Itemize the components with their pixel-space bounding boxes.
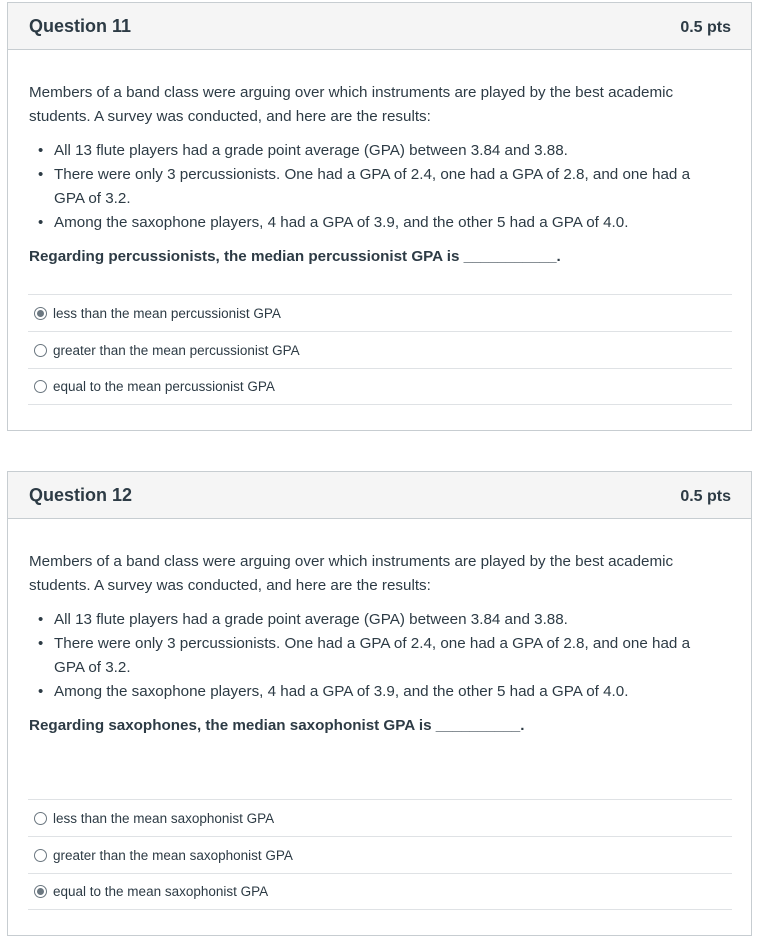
question-points: 0.5 pts [680, 19, 731, 36]
radio-button[interactable] [34, 885, 47, 898]
fact-item: • There were only 3 percussionists. One had a GPA of 2.4, one had a GPA of 2.8, and one had a GPA of 3.2. [54, 163, 731, 211]
answer-option[interactable] [28, 836, 732, 873]
fact-item: • There were only 3 percussionists. One had a GPA of 2.4, one had a GPA of 2.8, and one had a GPA of 3.2. [54, 632, 731, 680]
answer-option[interactable] [28, 368, 732, 405]
answer-option[interactable] [28, 799, 732, 836]
question-header [8, 472, 751, 519]
answer-label[interactable]: greater than the mean percussionist GPA [53, 342, 300, 358]
question-intro: Members of a band class were arguing over which instruments are played by the best academic students. A survey was conducted, and here are the results: [29, 553, 674, 594]
question-header [8, 3, 751, 50]
answer-list [28, 799, 732, 910]
answer-option[interactable] [28, 294, 732, 331]
question-stem: Regarding percussionists, the median percussionist GPA is ___________. [29, 248, 561, 265]
question-title: Question 11 [29, 15, 132, 36]
question-points: 0.5 pts [680, 488, 731, 505]
question-body [8, 81, 751, 269]
facts-list [29, 139, 731, 235]
answer-label[interactable]: greater than the mean saxophonist GPA [53, 847, 293, 863]
answer-list [28, 294, 732, 405]
answer-label[interactable]: equal to the mean saxophonist GPA [53, 884, 269, 899]
answer-option[interactable] [28, 331, 732, 368]
facts-list [29, 608, 731, 704]
fact-item: • Among the saxophone players, 4 had a GPA of 3.9, and the other 5 had a GPA of 4.0. [54, 211, 731, 235]
question-title: Question 12 [29, 484, 133, 505]
question-intro: Members of a band class were arguing over which instruments are played by the best academic students. A survey was conducted, and here are the results: [29, 84, 674, 125]
fact-item: • All 13 flute players had a grade point average (GPA) between 3.84 and 3.88. [54, 139, 731, 163]
question-body [8, 550, 751, 738]
radio-button[interactable] [34, 380, 47, 393]
radio-button[interactable] [34, 812, 47, 825]
radio-button[interactable] [34, 849, 47, 862]
answer-label[interactable]: equal to the mean percussionist GPA [53, 379, 275, 394]
fact-item: • Among the saxophone players, 4 had a GPA of 3.9, and the other 5 had a GPA of 4.0. [54, 680, 731, 704]
fact-item: • All 13 flute players had a grade point average (GPA) between 3.84 and 3.88. [54, 608, 731, 632]
radio-button[interactable] [34, 307, 47, 320]
question-stem: Regarding saxophones, the median saxophonist GPA is __________. [29, 717, 525, 734]
answer-option[interactable] [28, 873, 732, 910]
radio-button[interactable] [34, 344, 47, 357]
answer-label[interactable]: less than the mean percussionist GPA [53, 305, 281, 321]
answer-label[interactable]: less than the mean saxophonist GPA [53, 810, 275, 826]
